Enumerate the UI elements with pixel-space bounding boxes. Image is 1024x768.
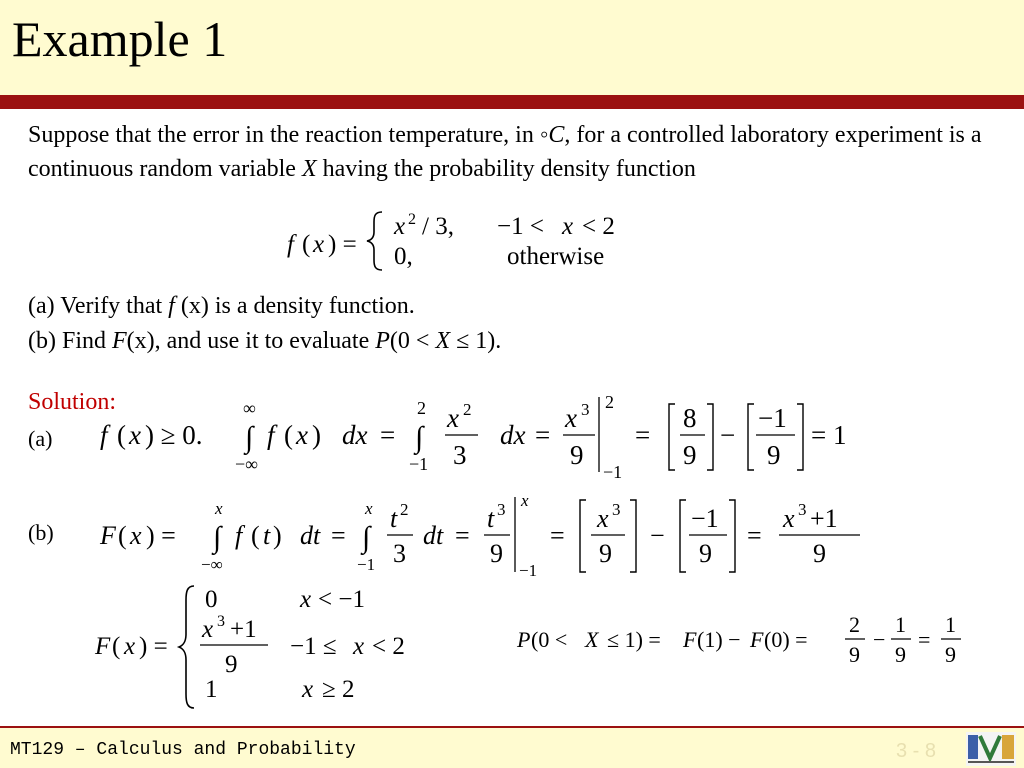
title-rule [0, 95, 1024, 109]
svg-text:(: ( [118, 521, 127, 550]
svg-text:(0) =: (0) = [764, 627, 808, 652]
svg-text:=: = [331, 521, 346, 550]
question-a [28, 289, 1008, 323]
svg-text:−1: −1 [758, 403, 787, 433]
degree-symbol: ◦ [539, 122, 549, 148]
svg-text:) ≥ 0.: ) ≥ 0. [145, 420, 203, 450]
svg-text:=: = [380, 420, 396, 450]
svg-text:−∞: −∞ [235, 454, 258, 474]
svg-text:2: 2 [408, 211, 416, 228]
svg-text:2: 2 [463, 400, 472, 419]
svg-text:0: 0 [205, 586, 218, 613]
svg-text:2: 2 [605, 392, 614, 412]
svg-text:x: x [313, 231, 325, 258]
svg-text:3: 3 [798, 500, 807, 519]
svg-text:) =: ) = [146, 521, 176, 550]
svg-text:(: ( [284, 420, 293, 450]
svg-text:F: F [683, 627, 697, 652]
svg-text:0,: 0, [394, 243, 413, 270]
svg-text:(0 <: (0 < [531, 627, 568, 652]
svg-text:): ) [273, 521, 282, 550]
svg-text:f: f [287, 231, 294, 258]
part-b-label: (b) [28, 520, 54, 545]
probability-equation [515, 612, 975, 672]
svg-text:F: F [750, 627, 764, 652]
svg-text:x: x [202, 616, 214, 643]
svg-text:f: f [267, 420, 275, 450]
svg-text:−1 ≤: −1 ≤ [290, 633, 337, 660]
svg-text:x: x [296, 420, 308, 450]
svg-text:3: 3 [497, 500, 506, 519]
svg-text:= 1: = 1 [811, 420, 847, 450]
question-a-func: f [168, 293, 175, 319]
svg-text:dt: dt [423, 521, 444, 550]
svg-text:≥ 2: ≥ 2 [322, 676, 355, 703]
svg-text:9: 9 [683, 440, 697, 470]
svg-text:x: x [447, 403, 459, 433]
svg-text:(: ( [112, 633, 121, 660]
svg-text:t: t [487, 504, 495, 533]
svg-text:+1: +1 [230, 616, 257, 643]
svg-text:=: = [747, 521, 762, 550]
svg-text:9: 9 [945, 642, 956, 667]
svg-text:t: t [263, 521, 271, 550]
svg-text:−: − [720, 420, 736, 450]
svg-text:−: − [650, 521, 665, 550]
svg-text:3: 3 [217, 613, 225, 630]
svg-text:x: x [365, 499, 373, 518]
svg-text:F: F [95, 633, 111, 660]
svg-text:1: 1 [945, 612, 956, 637]
svg-text:(: ( [302, 231, 311, 258]
question-b-func: F [112, 328, 127, 354]
svg-text:x: x [562, 213, 574, 240]
svg-text:9: 9 [699, 539, 712, 568]
svg-text:−1: −1 [357, 555, 376, 574]
svg-text:∫: ∫ [362, 521, 371, 554]
question-a-arg: (x) [174, 293, 209, 319]
svg-text:x: x [129, 420, 141, 450]
svg-text:x: x [353, 633, 365, 660]
svg-text:x: x [565, 403, 577, 433]
svg-text:∫: ∫ [213, 521, 222, 554]
svg-text:f: f [235, 521, 243, 550]
slide-title: Example 1 [12, 11, 228, 67]
svg-text:1: 1 [205, 676, 218, 703]
svg-text:=: = [550, 521, 565, 550]
svg-text:=: = [535, 420, 551, 450]
svg-text:∫: ∫ [415, 421, 424, 454]
svg-text:x: x [521, 491, 529, 510]
svg-text:/ 3,: / 3, [422, 213, 454, 240]
cdf-piecewise-equation [90, 582, 430, 712]
svg-text:9: 9 [570, 440, 584, 470]
svg-text:−1: −1 [409, 454, 429, 474]
svg-text:< 2: < 2 [372, 633, 405, 660]
svg-text:(1) −: (1) − [697, 627, 741, 652]
svg-text:∫: ∫ [245, 421, 254, 454]
svg-text:x: x [300, 586, 312, 613]
university-logo-icon [966, 732, 1016, 766]
svg-text:x: x [124, 633, 136, 660]
svg-text:) =: ) = [328, 231, 357, 258]
svg-text:(: ( [251, 521, 260, 550]
density-function-eq [282, 204, 662, 274]
svg-text:x: x [394, 213, 406, 240]
svg-text:x: x [302, 676, 314, 703]
svg-text:dx: dx [500, 420, 526, 450]
svg-text:9: 9 [599, 539, 612, 568]
svg-text:(: ( [117, 420, 126, 450]
question-b-p: P [375, 328, 390, 354]
svg-text:< 2: < 2 [582, 213, 615, 240]
problem-paragraph [28, 118, 1008, 186]
question-a-prefix: (a) Verify that [28, 293, 169, 319]
part-a-equation [95, 392, 895, 482]
paragraph-part-3: having the probability density function [316, 156, 696, 182]
svg-text:≤ 1) =: ≤ 1) = [607, 627, 661, 652]
svg-text:−1: −1 [519, 561, 538, 580]
svg-text:): ) [312, 420, 321, 450]
svg-text:F: F [100, 521, 116, 550]
svg-text:< −1: < −1 [318, 586, 365, 613]
question-b-prefix: (b) Find [28, 328, 112, 354]
part-a-label: (a) [28, 426, 53, 451]
svg-text:−: − [873, 627, 886, 652]
svg-text:+1: +1 [810, 504, 838, 533]
svg-text:∞: ∞ [243, 398, 256, 418]
question-b-arg: (x), [126, 328, 161, 354]
svg-text:2: 2 [417, 398, 426, 418]
svg-text:9: 9 [813, 539, 826, 568]
svg-text:3: 3 [581, 400, 590, 419]
question-b [28, 324, 1008, 358]
question-b-expr: (0 < [389, 328, 436, 354]
svg-text:=: = [918, 627, 931, 652]
svg-text:−∞: −∞ [201, 555, 223, 574]
question-b-end: ≤ 1). [450, 328, 502, 354]
svg-text:otherwise: otherwise [507, 243, 605, 270]
svg-text:1: 1 [895, 612, 906, 637]
svg-text:3: 3 [612, 500, 621, 519]
svg-text:dt: dt [300, 521, 321, 550]
part-b-equation [95, 492, 875, 584]
svg-text:) =: ) = [139, 633, 168, 660]
svg-text:2: 2 [849, 612, 860, 637]
paragraph-part-2: , for a controlled laboratory experiment is a continuous random variable [28, 122, 982, 182]
svg-text:9: 9 [849, 642, 860, 667]
svg-text:9: 9 [225, 651, 238, 678]
svg-text:−1: −1 [603, 462, 623, 482]
paragraph-part-1: Suppose that the error in the reaction temperature, in [28, 122, 540, 148]
svg-text:t: t [390, 504, 398, 533]
svg-text:3: 3 [393, 539, 406, 568]
unit-c: C [548, 122, 565, 148]
svg-text:3: 3 [453, 440, 467, 470]
svg-text:=: = [635, 420, 651, 450]
svg-text:x: x [130, 521, 142, 550]
svg-text:9: 9 [490, 539, 503, 568]
svg-text:9: 9 [767, 440, 781, 470]
question-a-suffix: is a density function. [208, 293, 415, 319]
svg-text:2: 2 [400, 500, 409, 519]
svg-text:x: x [783, 504, 795, 533]
svg-text:−1 <: −1 < [497, 213, 544, 240]
svg-text:x: x [215, 499, 223, 518]
question-b-mid: and use it to evaluate [160, 328, 376, 354]
paragraph-var: X [301, 156, 317, 182]
svg-text:dx: dx [342, 420, 368, 450]
page-number: 3 - 8 [896, 740, 937, 762]
svg-text:X: X [585, 627, 599, 652]
svg-text:P: P [517, 627, 531, 652]
question-b-x: X [435, 328, 451, 354]
svg-text:f: f [100, 420, 108, 450]
svg-text:9: 9 [895, 642, 906, 667]
svg-text:8: 8 [683, 403, 697, 433]
svg-text:−1: −1 [691, 504, 719, 533]
svg-text:x: x [597, 504, 609, 533]
course-name: MT129 – Calculus and Probability [10, 740, 356, 760]
solution-label: Solution: [28, 389, 117, 415]
svg-text:=: = [455, 521, 470, 550]
